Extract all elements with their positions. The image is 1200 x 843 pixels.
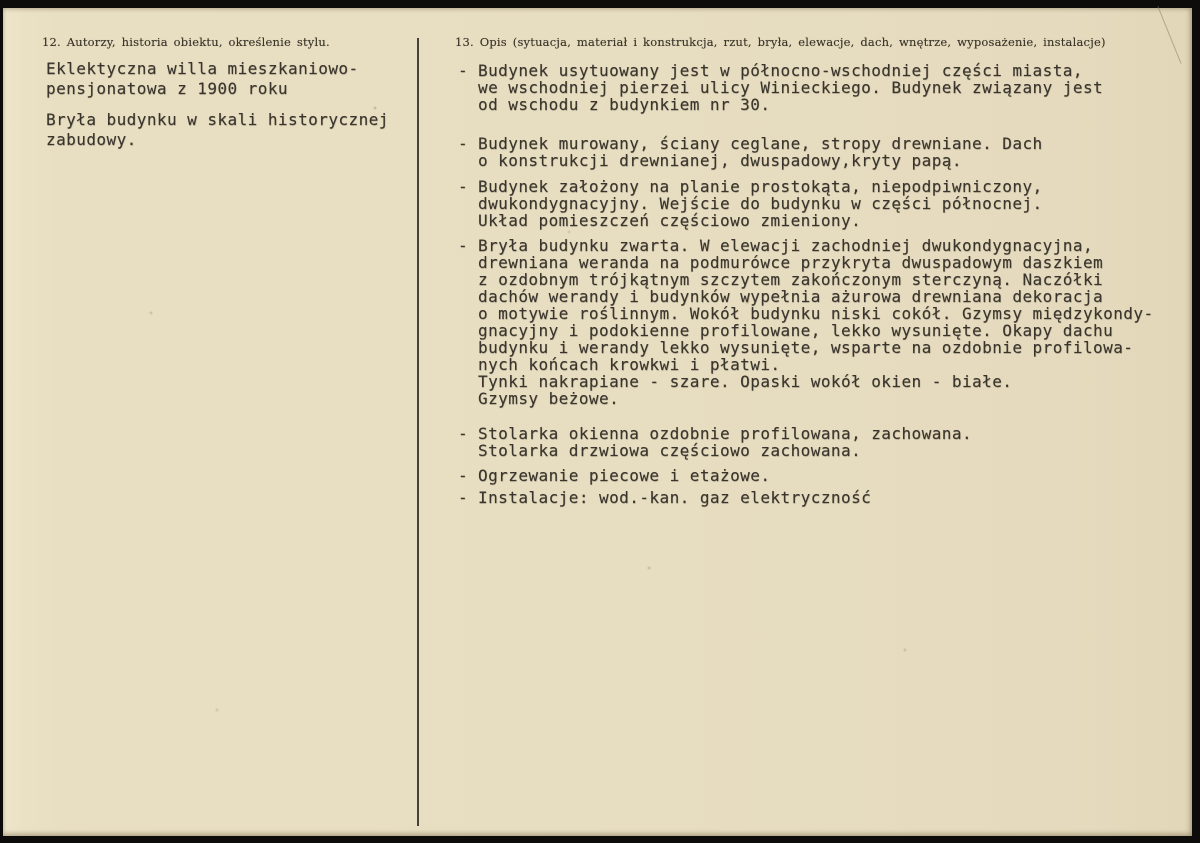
paper	[3, 8, 1192, 836]
field-12-content	[46, 59, 406, 150]
description-item	[458, 489, 1168, 506]
typewritten-line: Eklektyczna willa mieszkaniowo-	[46, 59, 359, 78]
typewritten-line: Bryła budynku zwarta. W elewacji zachodniej dwukondygnacyjna,	[478, 236, 1094, 255]
field-12-label: 12. Autorzy, historia obiektu, określenie stylu.	[42, 35, 330, 49]
typewritten-line: Gzymsy beżowe.	[478, 389, 620, 408]
description-item	[458, 425, 1168, 459]
column-divider	[417, 38, 419, 826]
bullet-dash: -	[458, 466, 469, 485]
typewritten-line: budynku i werandy lekko wysunięte, wsparte na ozdobnie profilowa-	[478, 338, 1134, 357]
typewritten-line: Stolarka drzwiowa częściowo zachowana.	[478, 441, 862, 460]
typewritten-line: Układ pomieszczeń częściowo zmieniony.	[478, 211, 862, 230]
description-item	[458, 467, 1168, 484]
description-item	[458, 178, 1168, 229]
bullet-dash: -	[458, 488, 469, 507]
bullet-dash: -	[458, 424, 469, 443]
bullet-dash: -	[458, 236, 469, 255]
bullet-dash: -	[458, 134, 469, 153]
typewritten-line: Instalacje: wod.-kan. gaz elektryczność	[478, 488, 872, 507]
typewritten-line: o konstrukcji drewnianej, dwuspadowy,kryty papą.	[478, 151, 962, 170]
typewritten-line: od wschodu z budynkiem nr 30.	[478, 95, 771, 114]
typewritten-line: Bryła budynku w skali historycznej	[46, 110, 389, 129]
field-13-label: 13. Opis (sytuacja, materiał i konstrukcja, rzut, bryła, elewacje, dach, wnętrze, wyposażenie, instalacje)	[455, 35, 1106, 49]
typewritten-line: z ozdobnym trójkątnym szczytem zakończonym sterczyną. Naczółki	[478, 270, 1104, 289]
typewritten-line: zabudowy.	[46, 130, 137, 149]
typewritten-line: dachów werandy i budynków wypełnia ażurowa drewniana dekoracja	[478, 287, 1104, 306]
page-edge-fold	[1157, 6, 1181, 64]
typewritten-line: Budynek założony na planie prostokąta, niepodpiwniczony,	[478, 177, 1043, 196]
typewritten-line: nych końcach krowkwi i płatwi.	[478, 355, 781, 374]
bullet-dash: -	[458, 177, 469, 196]
typewritten-line: Budynek murowany, ściany ceglane, stropy drewniane. Dach	[478, 134, 1043, 153]
typewritten-line: Stolarka okienna ozdobnie profilowana, zachowana.	[478, 424, 973, 443]
typewritten-line: we wschodniej pierzei ulicy Winieckiego. Budynek związany jest	[478, 78, 1104, 97]
typewritten-line: Ogrzewanie piecowe i etażowe.	[478, 466, 771, 485]
bullet-dash: -	[458, 61, 469, 80]
description-item	[458, 237, 1168, 407]
typewritten-paragraph	[46, 110, 406, 150]
typewritten-line: Tynki nakrapiane - szare. Opaski wokół okien - białe.	[478, 372, 1013, 391]
typewritten-paragraph	[46, 59, 406, 99]
typewritten-line: dwukondygnacyjny. Wejście do budynku w części północnej.	[478, 194, 1043, 213]
typewritten-line: Budynek usytuowany jest w północno-wschodniej części miasta,	[478, 61, 1083, 80]
typewritten-line: drewniana weranda na podmurówce przykryta dwuspadowym daszkiem	[478, 253, 1104, 272]
field-13-content	[458, 62, 1168, 506]
description-item	[458, 135, 1168, 169]
typewritten-line: pensjonatowa z 1900 roku	[46, 79, 288, 98]
description-item	[458, 62, 1168, 113]
typewritten-line: o motywie roślinnym. Wokół budynku niski cokół. Gzymsy międzykondy-	[478, 304, 1154, 323]
typewritten-line: gnacyjny i podokienne profilowane, lekko wysunięte. Okapy dachu	[478, 321, 1114, 340]
